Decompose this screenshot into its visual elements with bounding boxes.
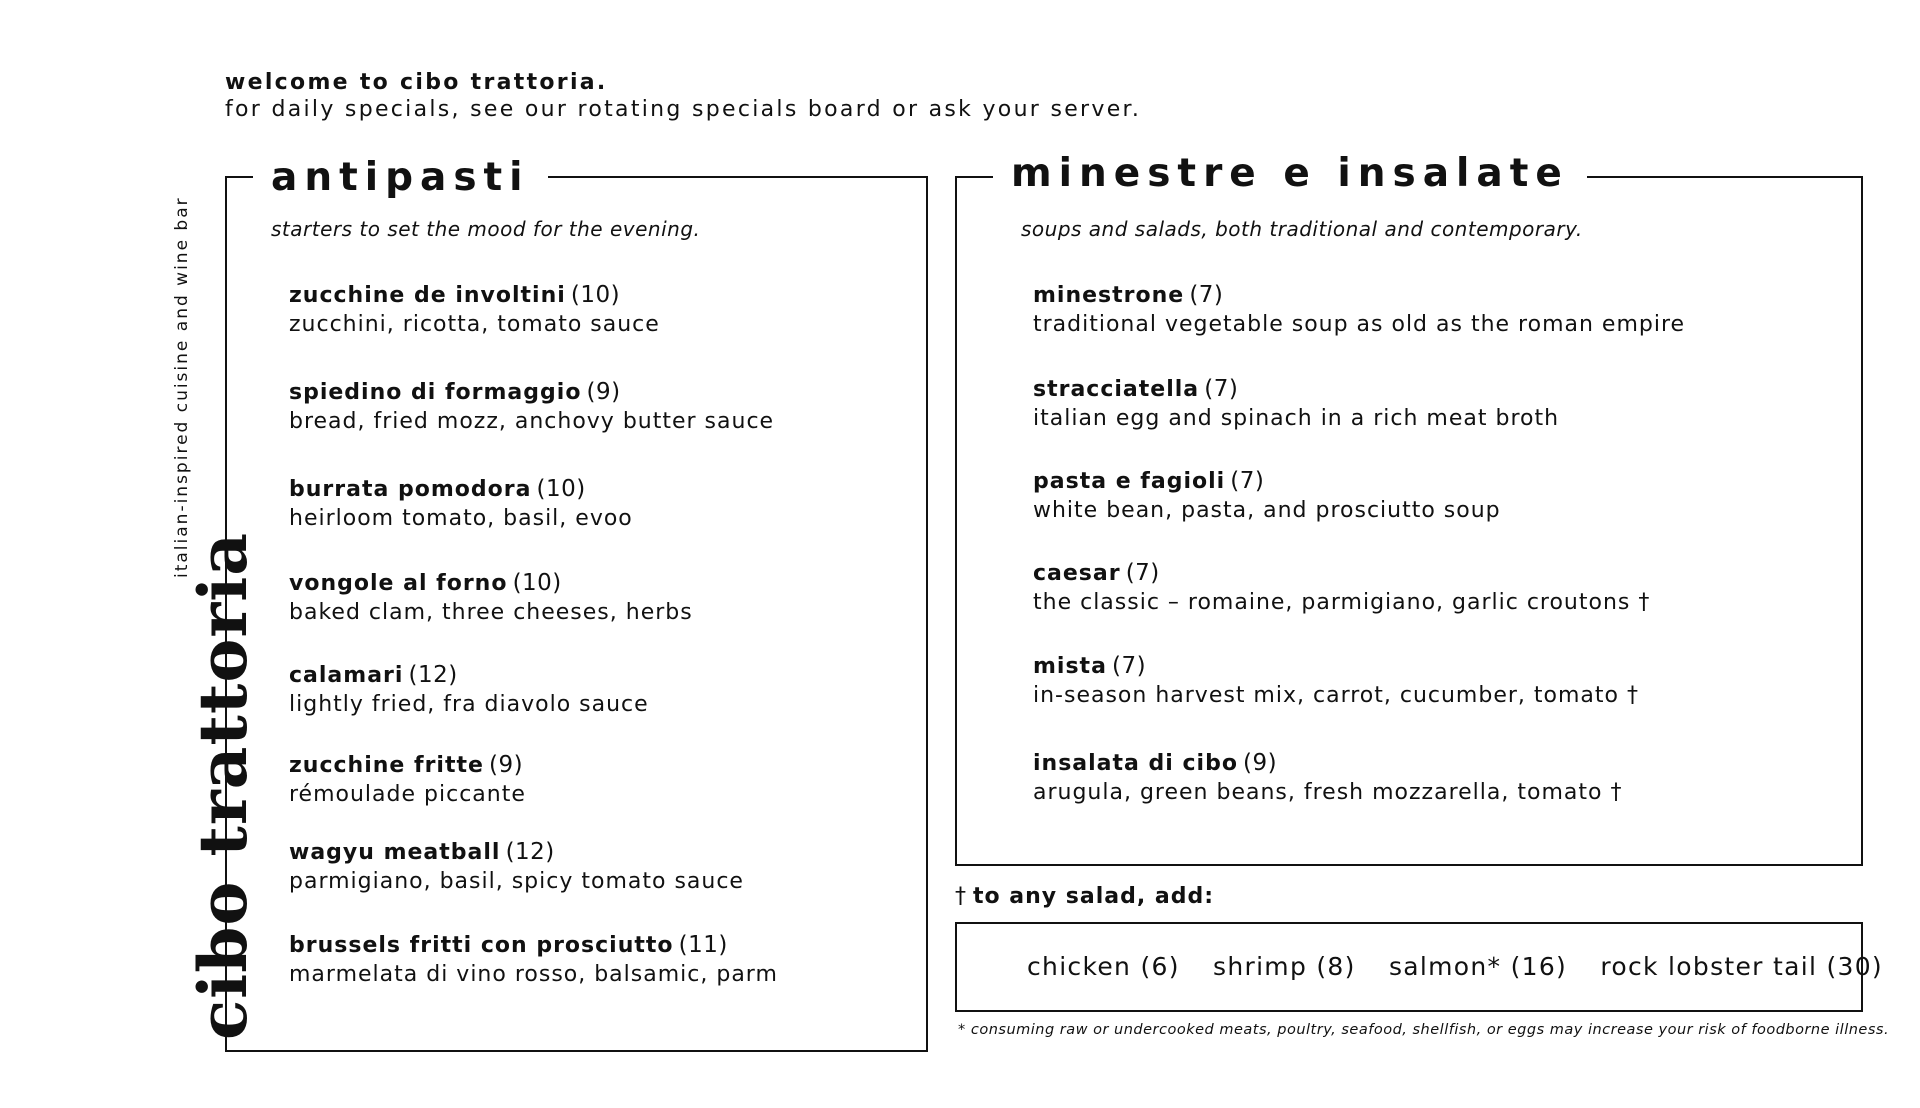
item-description: heirloom tomato, basil, evoo <box>289 506 633 531</box>
menu-item <box>1033 560 1650 615</box>
antipasti-section <box>225 155 928 1052</box>
addon-option-list <box>1027 952 1907 981</box>
item-description: baked clam, three cheeses, herbs <box>289 600 693 625</box>
item-description: the classic – romaine, parmigiano, garlic croutons † <box>1033 590 1651 615</box>
menu-item <box>1033 282 1685 337</box>
salad-addon-box <box>955 922 1883 1012</box>
item-name: burrata pomodora <box>289 477 532 502</box>
item-name: pasta e fagioli <box>1033 469 1226 494</box>
item-name: caesar <box>1033 561 1121 586</box>
brand-block <box>0 0 262 1040</box>
item-description: lightly fried, fra diavolo sauce <box>289 692 649 717</box>
addon-option: chicken (6) <box>1027 952 1180 981</box>
menu-item <box>289 570 693 625</box>
dagger-symbol: † <box>955 884 967 909</box>
item-description: marmelata di vino rosso, balsamic, parm <box>289 962 778 987</box>
menu-item <box>289 932 778 987</box>
menu-item <box>1033 468 1501 523</box>
section-description: soups and salads, both traditional and contemporary. <box>1021 217 1583 241</box>
item-price: (9) <box>586 379 621 405</box>
minestre-section <box>955 151 1863 866</box>
section-heading: minestre e insalate <box>993 154 1587 193</box>
item-name: mista <box>1033 654 1107 679</box>
item-price: (7) <box>1189 282 1224 308</box>
addon-label-text: to any salad, add: <box>973 884 1215 909</box>
item-name: stracciatella <box>1033 377 1200 402</box>
section-description: starters to set the mood for the evening. <box>271 217 701 241</box>
item-description: traditional vegetable soup as old as the roman empire <box>1033 312 1686 337</box>
item-description: italian egg and spinach in a rich meat broth <box>1033 406 1560 431</box>
item-price: (10) <box>570 282 621 308</box>
item-price: (7) <box>1112 653 1147 679</box>
item-name: vongole al forno <box>289 571 508 596</box>
addon-option: rock lobster tail (30) <box>1600 952 1883 981</box>
item-price: (7) <box>1230 468 1265 494</box>
menu-item <box>289 662 649 717</box>
item-description: bread, fried mozz, anchovy butter sauce <box>289 409 775 434</box>
item-price: (7) <box>1204 376 1239 402</box>
specials-note: for daily specials, see our rotating specials board or ask your server. <box>225 97 1142 122</box>
item-price: (9) <box>489 752 524 778</box>
item-description: in-season harvest mix, carrot, cucumber, tomato † <box>1033 683 1639 708</box>
addon-option: salmon* (16) <box>1388 952 1568 981</box>
item-name: zucchine de involtini <box>289 283 566 308</box>
item-name: minestrone <box>1033 283 1185 308</box>
menu-item <box>289 282 660 337</box>
item-price: (9) <box>1243 750 1278 776</box>
welcome-heading: welcome to cibo trattoria. <box>225 70 608 95</box>
food-safety-disclaimer: * consuming raw or undercooked meats, poultry, seafood, shellfish, or eggs may increase your risk of foodborne illness. <box>958 1022 1890 1038</box>
menu-item <box>1033 376 1559 431</box>
menu-item <box>289 839 744 894</box>
item-name: spiedino di formaggio <box>289 380 582 405</box>
item-price: (12) <box>505 839 555 865</box>
item-name: brussels fritti con prosciutto <box>289 933 674 958</box>
item-price: (11) <box>678 932 728 958</box>
salad-addon-label <box>955 884 1214 909</box>
item-name: zucchine fritte <box>289 753 484 778</box>
item-description: rémoulade piccante <box>289 782 526 807</box>
menu-item <box>289 752 526 807</box>
intro <box>225 70 1141 124</box>
item-price: (10) <box>512 570 562 596</box>
item-description: parmigiano, basil, spicy tomato sauce <box>289 869 744 894</box>
restaurant-name: cibo trattoria <box>184 531 262 1040</box>
menu-item <box>289 476 633 531</box>
section-heading: antipasti <box>253 158 548 197</box>
restaurant-tagline: italian-inspired cuisine and wine bar <box>172 196 192 578</box>
item-description: white bean, pasta, and prosciutto soup <box>1033 498 1501 523</box>
menu-item <box>1033 750 1622 805</box>
item-description: arugula, green beans, fresh mozzarella, tomato † <box>1033 780 1623 805</box>
item-description: zucchini, ricotta, tomato sauce <box>289 312 660 337</box>
item-price: (7) <box>1125 560 1160 586</box>
item-name: insalata di cibo <box>1033 751 1238 776</box>
addon-option: shrimp (8) <box>1213 952 1356 981</box>
item-name: calamari <box>289 663 404 688</box>
item-price: (12) <box>408 662 458 688</box>
menu-item <box>1033 653 1639 708</box>
item-price: (10) <box>536 476 586 502</box>
item-name: wagyu meatball <box>289 840 501 865</box>
menu-item <box>289 379 774 434</box>
